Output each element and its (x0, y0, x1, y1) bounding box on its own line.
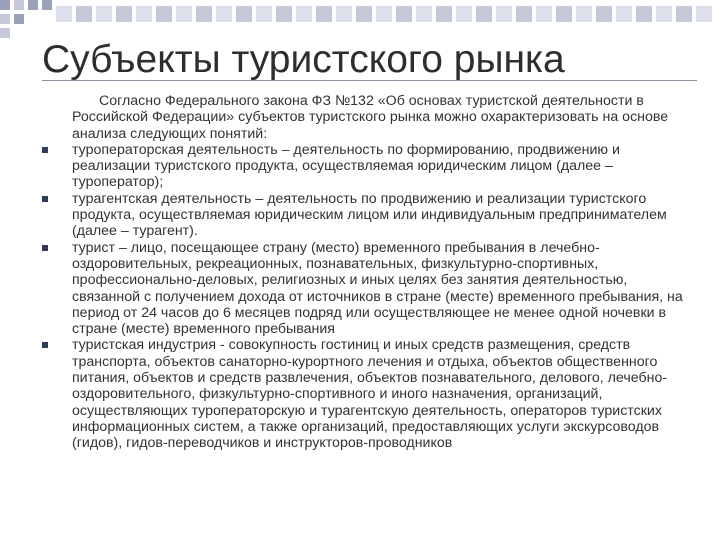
decor-square (256, 6, 272, 22)
decor-square (14, 14, 24, 24)
slide-body (72, 93, 690, 452)
decor-square (296, 6, 312, 22)
decor-square (196, 6, 212, 22)
decor-square (696, 6, 712, 22)
bullet-item (72, 191, 690, 240)
bullet-item (72, 337, 690, 451)
bullet-text: туристская индустрия - совокупность гостиниц и иных средств размещения, средств транспорта, объектов санаторно-курортного лечения и отдыха, объектов общественного питания, объектов и средств развлечения, объектов познавательного, делового, лечебно-оздоровительного, физкультурно-спортивного и иного назначения, организаций, осуществляющих туроператорскую и турагентскую деятельность, операторов туристских информационных систем, а также организаций, предоставляющих услуги экскурсоводов (гидов), гидов-переводчиков и инструкторов-проводников (72, 337, 668, 452)
decor-square (236, 6, 252, 22)
decor-square (28, 0, 38, 10)
decor-square (356, 6, 372, 22)
decor-square (14, 0, 24, 10)
decor-square (456, 6, 472, 22)
decor-square (436, 6, 452, 22)
bullet-item (72, 240, 690, 338)
square-bullet-icon (42, 342, 48, 348)
bullet-text: турагентская деятельность – деятельность по продвижению и реализации туристского продукта, осуществляемая юридическим лицом или индивидуальным предпринимателем (далее – турагент). (72, 190, 667, 240)
decor-square (396, 6, 412, 22)
decor-square (536, 6, 552, 22)
bullet-text: туроператорская деятельность – деятельность по формированию, продвижению и реализации туристского продукта, осуществляемая юридическим лицом (далее – туроператор); (72, 141, 620, 191)
square-bullet-icon (42, 196, 48, 202)
decorative-header-squares (0, 0, 720, 40)
slide-title: Субъекты туристского рынка (42, 38, 565, 81)
decor-square (0, 0, 10, 10)
decor-square (96, 6, 112, 22)
decor-square (476, 6, 492, 22)
decor-square (676, 6, 692, 22)
decor-square (136, 6, 152, 22)
decor-square (556, 6, 572, 22)
decor-square (316, 6, 332, 22)
decor-square (576, 6, 592, 22)
decor-square (496, 6, 512, 22)
decor-square (42, 0, 52, 10)
decor-square (416, 6, 432, 22)
decor-square (216, 6, 232, 22)
decor-square (376, 6, 392, 22)
decor-square (636, 6, 652, 22)
decor-square (596, 6, 612, 22)
intro-paragraph: Согласно Федерального закона ФЗ №132 «Об основах туристской деятельности в Российской Федерации» субъектов туристского рынка можно охарактеризовать на основе анализа следующих понятий: (72, 93, 669, 142)
decor-square (156, 6, 172, 22)
decor-square (56, 6, 72, 22)
title-divider (42, 80, 697, 81)
decor-square (0, 14, 10, 24)
decor-square (616, 6, 632, 22)
square-bullet-icon (42, 245, 48, 251)
decor-square (336, 6, 352, 22)
bullet-text: турист – лицо, посещающее страну (место) временного пребывания в лечебно-оздоровительных, рекреационных, познавательных, физкультурно-спортивных, профессионально-деловых, религиозных и иных целях без занятия деятельностью, связанной с получением дохода от источников в стране (месте) временного пребывания, на период от 24 часов до 6 месяцев подряд или осуществляющее не менее одной ночевки в стране (месте) временного пребывания (72, 239, 683, 338)
bullet-list (72, 142, 690, 452)
square-bullet-icon (42, 147, 48, 153)
decor-square (116, 6, 132, 22)
decor-square (276, 6, 292, 22)
decor-square (516, 6, 532, 22)
decor-square (656, 6, 672, 22)
decor-square (76, 6, 92, 22)
decor-square (176, 6, 192, 22)
decor-square (0, 28, 10, 38)
bullet-item (72, 142, 690, 191)
